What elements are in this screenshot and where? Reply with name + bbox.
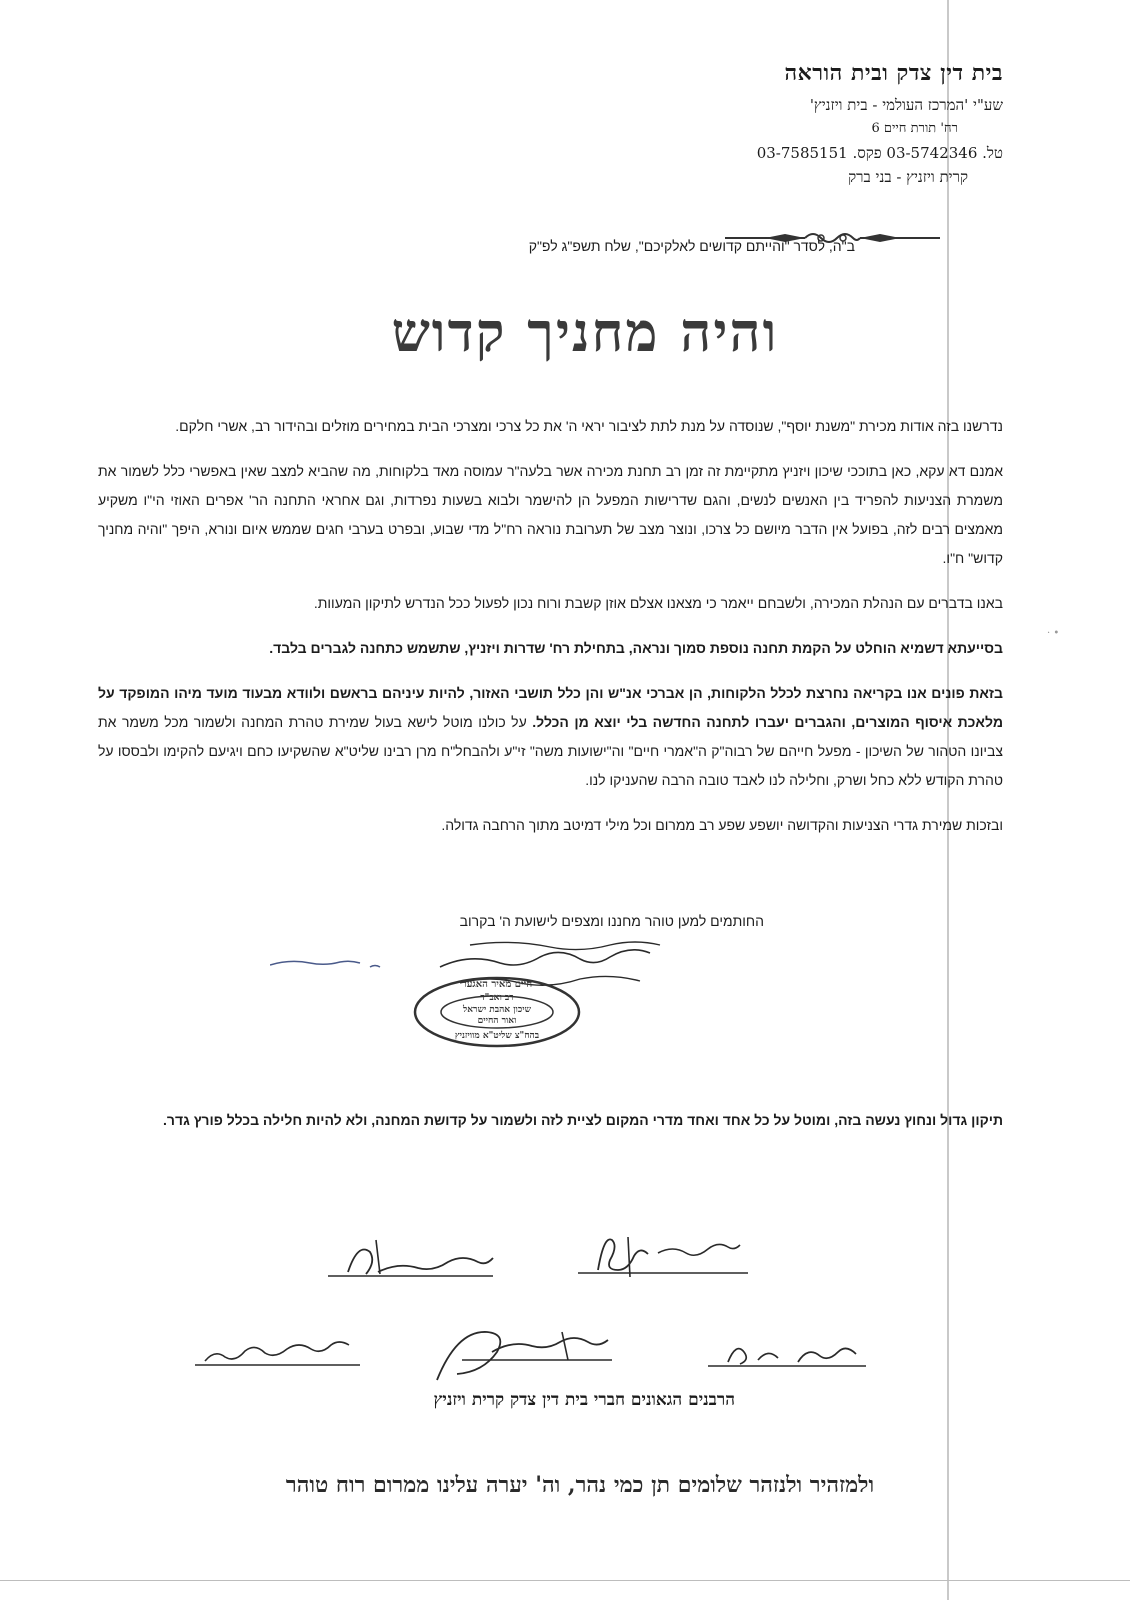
signature-2 (578, 1225, 753, 1300)
signoff-intro: החותמים למען טוהר מחננו ומצפים לישועת ה' בקרוב (459, 913, 764, 929)
signature-3 (195, 1335, 365, 1380)
body-paragraph-5-rest: על כולנו מוטל לישא בעול שמירת טהרת המחנה ולשמור מכל משמר את צביונו הטהור של השיכון - מפעל חייהם של רבוה"ק ה"אמרי חיים" וה"ישועות משה" זי"ע ולהבחל"ח מרן רבינו שליט"א שהשקיעו כחם ויגיעם להקימו ולבססו על טהרת הקודש ללא כחל ושרק, וחלילה לנו לאבד טובה הרבה שהעניקו לנו. (98, 714, 1003, 788)
letterhead-city: קרית ויזניץ - בני ברק (848, 168, 968, 186)
date-line: ב"ה, לסדר "והייתם קדושים לאלקיכם", שלח תשפ"ג לפ"ק (528, 238, 855, 254)
letterhead (703, 60, 1003, 192)
seal-line-5: בהח"צ שליט"א מוויזניץ (454, 1031, 540, 1041)
signature-1 (328, 1232, 498, 1302)
signature-5 (708, 1332, 868, 1377)
letterhead-phone: טל. 03-5742346 פקס. 03-7585151 (756, 144, 1003, 162)
rabbinical-seal (412, 975, 582, 1050)
letterhead-title: בית דין צדק ובית הוראה (784, 60, 1003, 86)
seal-line-1: חיים מאיר האגער (461, 979, 533, 990)
body-paragraph-2: אמנם דא עקא, כאן בתוככי שיכון ויזניץ מתקיימת זה זמן רב תחנת מכירה אשר בלעה"ר עמוסה מאד בלקוחות, מה שהביא למצב שאין באפשרי כלל לשמור את משמרת הצניעות להפריד בין האנשים לנשים, והגם שדרישות המפעל הן להישמר ולבוא בשעות נפרדות, וגם אחראי התחנה הר' אפרים האוזי הי"ו משקיע מאמצים רבים לזה, בפועל אין הדבר מיושם כל צרכו, ונוצר מצב של תערובת נוראה רח"ל מדי שבוע, ובפרט בערבי חגים שממש איום ונורא, היפך "והיה מחניך קדוש" ח"ו. (98, 463, 1003, 566)
body-paragraph-1: נדרשנו בזה אודות מכירת "משנת יוסף", שנוסדה על מנת לתת לציבור יראי ה' את כל צרכי ומצרכי הבית במחירים מוזלים ובהידור רב, אשרי חלקם. (175, 418, 1003, 434)
seal-line-4: ואור החיים (477, 1016, 517, 1026)
seal-line-2: רב ואב"ד (480, 993, 514, 1003)
body-paragraph-5 (98, 679, 1003, 795)
body-paragraph-5-bold: בזאת פונים אנו בקריאה נחרצת לכלל הלקוחות, הן אברכי אנ"ש והן כלל תושבי האזור, להיות עיניהם בראשם ולוודא מבעוד מועד מיהו המופקד על מלאכת איסוף המוצרים, והגברים יעברו לתחנה החדשה בלי יוצא מן הכלל. (98, 685, 1003, 730)
scan-bottom-edge (0, 1580, 1130, 1581)
letter-body (98, 412, 1003, 856)
scan-speck: • · (1047, 628, 1060, 639)
signature-4 (432, 1318, 617, 1388)
body-paragraph-3: באנו בדברים עם הנהלת המכירה, ולשבחם ייאמר כי מצאנו אצלם אוזן קשבת ורוח נכון לפעול ככל הנדרש לתיקון המעוות. (313, 595, 1003, 611)
signatures-caption: הרבנים הגאונים חברי בית דין צדק קרית ויזניץ (433, 1390, 735, 1410)
body-paragraph-4: בסייעתא דשמיא הוחלט על הקמת תחנה נוספת סמוך ונראה, בתחילת רח' שדרות ויזניץ, שתשמש כתחנה לגברים בלבד. (269, 640, 1003, 656)
main-title: והיה מחניך קדוש (391, 300, 779, 364)
letterhead-org: שע"י 'המרכז העולמי - בית ויזניץ' (809, 96, 1003, 114)
letterhead-address: רח' תורת חיים 6 (871, 121, 958, 136)
body-paragraph-6: ובזכות שמירת גדרי הצניעות והקדושה יושפע שפע רב ממרום וכל מילי דמיטב מתוך הרחבה גדולה. (441, 817, 1003, 833)
final-blessing-line: ולמזהיר ולנזהר שלומים תן כמי נהר, וה' יערה עלינו ממרום רוח טוהר (285, 1472, 875, 1498)
closing-note: תיקון גדול ונחוץ נעשה בזה, ומוטל על כל אחד ואחד מדרי המקום לציית לזה ולשמור על קדושת המחנה, ולא להיות חלילה בכלל פורץ גדר. (163, 1112, 1003, 1128)
seal-line-3: שיכון אהבת ישראל (463, 1005, 531, 1015)
